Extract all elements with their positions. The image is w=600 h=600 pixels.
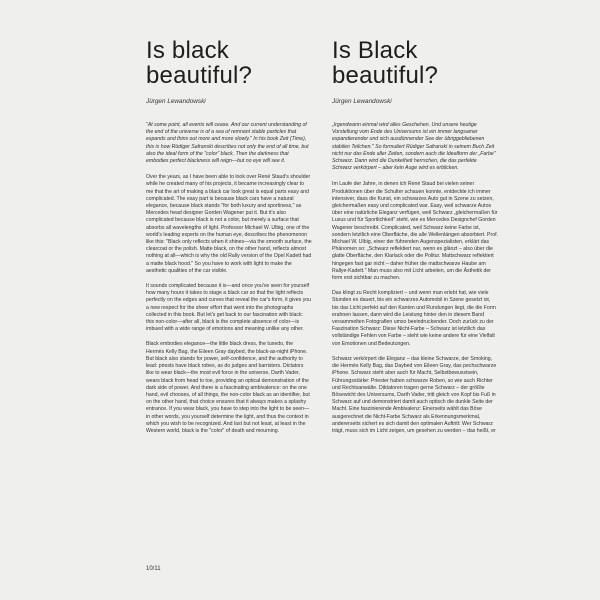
english-title-text bbox=[146, 37, 252, 89]
german-title bbox=[332, 38, 498, 88]
english-author: Jürgen Lewandowski bbox=[146, 98, 206, 105]
german-column bbox=[332, 38, 498, 443]
german-paragraph-1: Im Laufe der Jahre, in denen ich René Staud bei vielen seiner Produktionen über die Schulter schauen konnte, entdeckte ich immer intensiver, dass die Kunst, ein schwarzes Auto gut in Szene zu setzen, gleichermaßen easy und complicated war. Easy, weil schwarze Autos über eine natürliche Eleganz verfügen, weil Schwarz „gleichermaßen für Luxus und für Sportlichkeit" steht, wie es Mercedes Designchef Gorden Wagener beschreibt. Complicated, weil Schwarz keine Farbe ist, sondern letztlich eine Oberfläche, die alle Wellenlängen absorbiert. Prof. Michael W. Ulbig, einer der führenden Augenspezialisten, erklärt das Phänomen so: „Schwarz reflektiert nur, wenn es glänzt – also über die glatte Oberfläche, den Klarlack oder die Politur. Mattschwarz reflektiert hingegen fast gar nicht – daher früher die mattschwarze Haube am Rallye-Kadett." Man muss also mit Licht arbeiten, um die Ästhetik der form erst sichtbar zu machen. bbox=[332, 181, 498, 282]
english-paragraph-1: Over the years, as I have been able to look over René Staud's shoulder while he created many of his projects, it became increasingly clear to me that the art of making a black car look great is equal parts easy and complicated. The easy part is because black cars have a natural elegance, because black stands "for both luxury and sportiness," as Mercedes head designer Gorden Wagener put it. But it's also complicated because black is not a color, but merely a surface that absorbs all wavelengths of light. Professor Michael W. Ulbig, one of the world's leading experts on the human eye, describes the phenomenon like this: "Black only reflects when it shines—via the smooth surface, the clearcoat or the polish. Matte black, on the other hand, reflects almost nothing at all—which is why the old Rally version of the Opel Kadett had a matte black hood." So you have to work with light to make the aesthetic qualities of the car visible. bbox=[146, 174, 312, 274]
page-number: 10/11 bbox=[146, 566, 161, 572]
title-line-1: Is black bbox=[146, 37, 229, 64]
german-paragraph-2: Das klingt zu Recht kompliziert – und wenn man erlebt hat, wie viele Stunden es dauert, bis ein schwarzes Automobil in Szene gesetzt ist, bis das Licht perfekt auf den Kanten und Rundungen liegt, die die Form erahnen lassen, dann wird die Leistung hinter den in diesem Band versammelten Fotografien umso beeindruckender. Doch zurück zu der Faszination Schwarz: Diese Nicht-Farbe – Schwarz ist letztlich das vollständige Fehlen von Farbe – steht wie keine andere für eine Vielfalt von Emotionen und Bedeutungen. bbox=[332, 290, 496, 347]
title-line-2: beautiful? bbox=[332, 62, 439, 89]
english-paragraph-2: It sounds complicated because it is—and once you've seen for yourself how many hours it takes to stage a black car so that the light reflects perfectly on the edges and curves that reveal the car's form, it gives you a new respect for the sheer effort that went into the photographs collected in this book. But let's get back to our fascination with black: this non-color—after all, black is the complete absence of color—is imbued with a wide range of emotions and meaning unlike any other. bbox=[146, 283, 312, 333]
english-column bbox=[146, 38, 312, 443]
title-line-2: beautiful? bbox=[146, 62, 253, 89]
german-paragraph-3: Schwarz verkörpert die Eleganz – das kleine Schwarze, der Smoking, die Hermès Kelly Bag, das Daybed von Eileen Gray, das pechschwarze iPhone. Schwarz steht aber auch für Macht, Selbstbewusstsein, Führungsstärke: Priester haben schwarze Roben, so wie auch Richter und Rechtsanwälte. Diktatoren tragen gerne Schwarz – der größte Bösewicht des Universums, Darth Vader, tritt gleich von Kopf bis Fuß in Schwarz auf und demonstriert damit auch optisch die dunkle Seite der Macht. Eine faszinierende Ambivalenz: Einerseits wählt das Böse ausgerechnet die Nicht-Farbe Schwarz als Erkennungsmerkmal, andererseits sichert es sich damit den optimalen Auftritt: Wer Schwarz trägt, muss sich im Licht zeigen, um gesehen zu werden – das heißt, er bbox=[332, 355, 497, 434]
english-intro: "At some point, all events will cease. And our current understanding of the end of the universe is of a sea of remnant stable particles that expands and thins out more and more slowly." In his book Zeit (Time), this is how Rüdiger Safranski describes not only the end of all time, but also the ideal form of the "color" black. Then the darkness that embodies perfect blackness will reign—but no eye will see it. bbox=[146, 122, 309, 165]
title-line-1: Is Black bbox=[332, 37, 418, 64]
german-intro: „Irgendwann einmal wird alles Geschehen. Und unsere heutige Vorstellung vom Ende des Universums ist ein immer langsamer expandierender und sich ausdünnender See der übriggebliebenen stabilen Teilchen." So formuliert Rüdiger Safranski in seinem Buch Zeit nicht nur das Ende aller Zeiten, sondern auch die Idealform der „Farbe" Schwarz. Dann wird die Dunkelheit herrschen, die das perfekte Schwarz verkörpert – aber kein Auge wird es erblicken. bbox=[332, 122, 496, 172]
german-author: Jürgen Lewandowski bbox=[332, 98, 392, 105]
english-title bbox=[146, 38, 312, 88]
english-paragraph-3: Black embodies elegance—the little black dress, the tuxedo, the Hermès Kelly Bag, the Eileen Gray daybed, the black-as-night iPhone. But black also stands for power, self-confidence, and the authority to lead: priests have black robes, as do judges and barristers. Dictators like to wear black—the most evil force in the universe, Darth Vader, wears black from head to toe, providing an optical demonstration of the dark side of power. And there is a fascinating ambivalence: on the one hand, evil chooses, of all things, the non-color black as an identifier, but on the other hand, that choice ensures that it always makes a splashy entrance. If you wear black, you have to step into the light to be seen—in other words, you yourself determine the light, and thus the context in which you wish to be recognized. And last but not least, at least in the Western world, black is the "color" of death and mourning. bbox=[146, 341, 310, 434]
german-title-text bbox=[332, 37, 438, 89]
